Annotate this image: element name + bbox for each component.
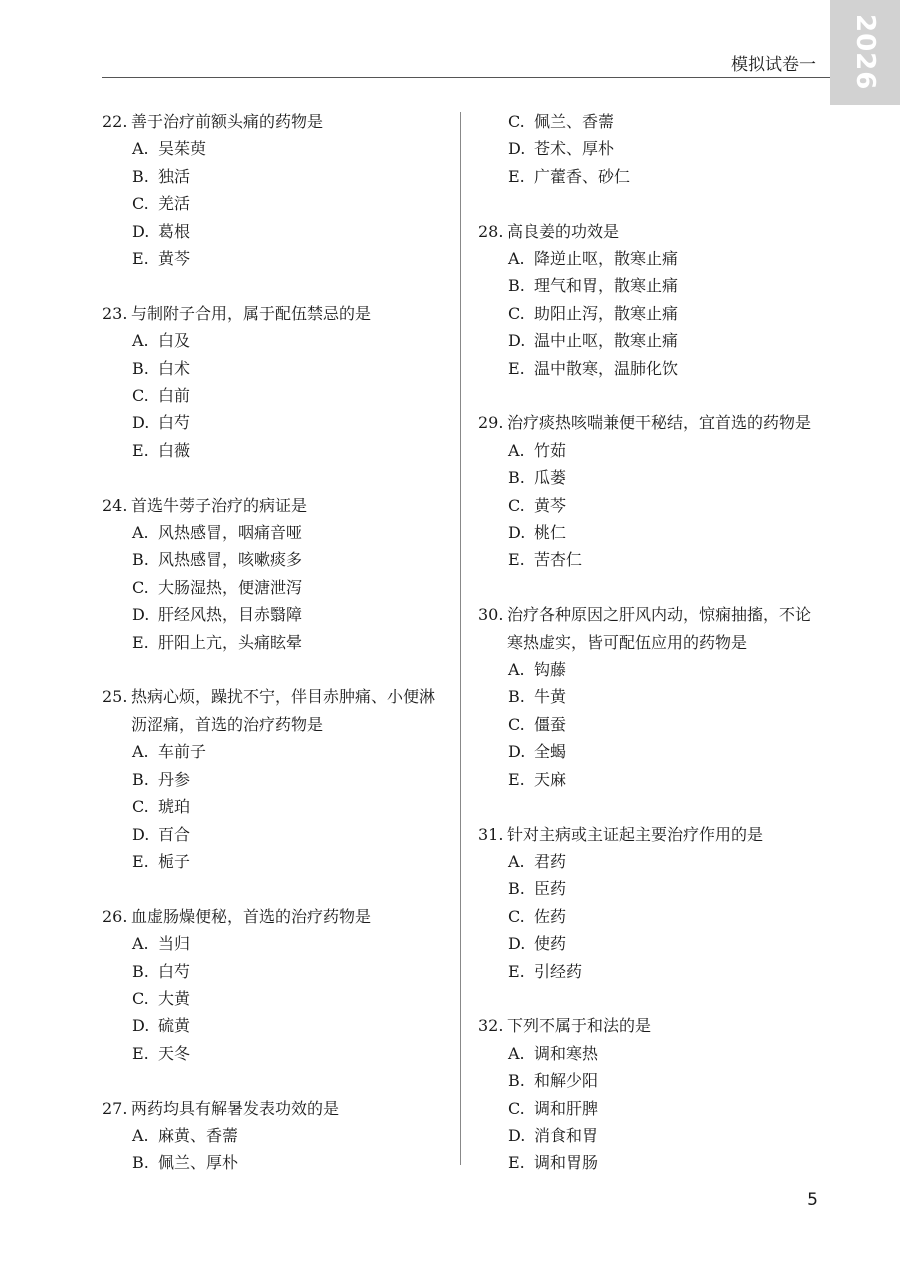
option-text: 大黄 xyxy=(158,988,191,1008)
question-block xyxy=(478,218,823,382)
option-text: 吴茱萸 xyxy=(158,139,207,159)
option-text: 桃仁 xyxy=(534,523,567,543)
option xyxy=(102,163,447,190)
option-text: 消食和胃 xyxy=(534,1125,599,1145)
question-text: 热病心烦，躁扰不宁，伴目赤肿痛、小便淋沥涩痛，首选的治疗药物是 xyxy=(131,687,436,734)
question-text: 高良姜的功效是 xyxy=(507,221,620,241)
option xyxy=(478,437,823,464)
option-letter: E. xyxy=(508,769,525,789)
option-text: 葛根 xyxy=(158,221,191,241)
question-number: 26. xyxy=(102,906,128,926)
option-letter: C. xyxy=(132,194,149,214)
option xyxy=(478,1067,823,1094)
option-letter: C. xyxy=(508,714,525,734)
option-text: 风热感冒，咳嗽痰多 xyxy=(158,550,303,570)
question-stem xyxy=(102,108,447,135)
question-number: 24. xyxy=(102,495,128,515)
option-text: 竹茹 xyxy=(534,440,567,460)
option-letter: B. xyxy=(132,961,149,981)
option xyxy=(478,656,823,683)
option xyxy=(478,958,823,985)
question-stem xyxy=(478,601,823,656)
option-letter: A. xyxy=(508,1043,525,1063)
option-letter: C. xyxy=(132,988,149,1008)
question-text: 善于治疗前额头痛的药物是 xyxy=(131,112,324,131)
option-text: 佐药 xyxy=(534,906,567,926)
question-stem xyxy=(478,821,823,848)
option-letter: A. xyxy=(508,851,525,871)
option-letter: B. xyxy=(132,769,149,789)
option-text: 风热感冒，咽痛音哑 xyxy=(158,523,303,543)
question-stem xyxy=(478,1012,823,1039)
option: D. 苍术、厚朴 xyxy=(508,139,615,159)
option-text: 温中止呕，散寒止痛 xyxy=(534,331,679,351)
option xyxy=(102,629,447,656)
question-stem xyxy=(478,409,823,436)
continued-options xyxy=(478,108,823,190)
option-letter: E. xyxy=(132,632,149,652)
question-text: 两药均具有解暑发表功效的是 xyxy=(131,1098,340,1118)
option xyxy=(478,848,823,875)
option xyxy=(478,272,823,299)
option-text: 白芍 xyxy=(158,413,191,433)
option-text: 琥珀 xyxy=(158,797,191,817)
question-text: 下列不属于和法的是 xyxy=(507,1016,652,1036)
question-block xyxy=(478,601,823,793)
option xyxy=(478,711,823,738)
option: E. 广藿香、砂仁 xyxy=(508,166,631,186)
option xyxy=(478,1095,823,1122)
option xyxy=(102,409,447,436)
question-text: 首选牛蒡子治疗的病证是 xyxy=(131,495,308,515)
question-block xyxy=(478,1012,823,1176)
option-letter: A. xyxy=(508,440,525,460)
option xyxy=(102,519,447,546)
option-letter: C. xyxy=(132,577,149,597)
question-block xyxy=(102,1095,447,1177)
right-column xyxy=(478,108,823,1204)
option-text: 白及 xyxy=(158,331,191,351)
option xyxy=(102,1149,447,1176)
option-letter: D. xyxy=(508,1125,526,1145)
option xyxy=(102,821,447,848)
option-text: 独活 xyxy=(158,166,191,186)
option-text: 佩兰、厚朴 xyxy=(158,1153,239,1173)
question-number: 27. xyxy=(102,1098,128,1118)
question-stem xyxy=(102,300,447,327)
option-text: 牛黄 xyxy=(534,687,567,707)
question-block xyxy=(102,300,447,464)
option-letter: D. xyxy=(508,934,526,954)
option-text: 白薇 xyxy=(158,440,191,460)
option xyxy=(478,930,823,957)
option-text: 百合 xyxy=(158,824,191,844)
option-text: 钩藤 xyxy=(534,660,567,680)
question-stem xyxy=(102,1095,447,1122)
option xyxy=(102,327,447,354)
option xyxy=(102,1122,447,1149)
option xyxy=(478,1149,823,1176)
option xyxy=(102,574,447,601)
right-column-questions xyxy=(478,218,823,1177)
option xyxy=(102,766,447,793)
option xyxy=(102,190,447,217)
option-text: 降逆止呕，散寒止痛 xyxy=(534,249,679,269)
option xyxy=(102,245,447,272)
option xyxy=(478,300,823,327)
question-block xyxy=(102,108,447,272)
option xyxy=(478,683,823,710)
option-letter: B. xyxy=(132,358,149,378)
option-text: 苦杏仁 xyxy=(534,550,583,570)
question-text: 针对主病或主证起主要治疗作用的是 xyxy=(507,824,764,844)
option-text: 肝经风热，目赤翳障 xyxy=(158,605,303,625)
option-letter: A. xyxy=(132,139,149,159)
question-block xyxy=(102,492,447,656)
question-number: 23. xyxy=(102,303,128,323)
option-text: 黄芩 xyxy=(534,495,567,515)
question-number: 31. xyxy=(478,824,504,844)
left-column xyxy=(102,108,447,1204)
option-letter: A. xyxy=(132,742,149,762)
option xyxy=(478,355,823,382)
question-text: 治疗痰热咳喘兼便干秘结，宜首选的药物是 xyxy=(507,413,812,433)
option-letter: A. xyxy=(132,1125,149,1145)
option xyxy=(102,135,447,162)
option-text: 车前子 xyxy=(158,742,207,762)
option xyxy=(102,355,447,382)
option-letter: E. xyxy=(508,358,525,378)
option-text: 当归 xyxy=(158,934,191,954)
option-text: 使药 xyxy=(534,934,567,954)
option-letter: A. xyxy=(132,331,149,351)
question-number: 28. xyxy=(478,221,504,241)
option xyxy=(102,601,447,628)
option xyxy=(478,766,823,793)
option-letter: C. xyxy=(508,1098,525,1118)
column-divider xyxy=(460,112,461,1165)
option-text: 栀子 xyxy=(158,851,191,871)
option xyxy=(478,738,823,765)
option xyxy=(102,848,447,875)
option xyxy=(102,382,447,409)
option-letter: B. xyxy=(508,1071,525,1091)
option-letter: A. xyxy=(132,523,149,543)
question-block xyxy=(478,821,823,985)
option xyxy=(478,327,823,354)
year-label: 2026 xyxy=(850,14,880,91)
option-letter: D. xyxy=(508,742,526,762)
option-letter: D. xyxy=(132,824,150,844)
option-text: 白术 xyxy=(158,358,191,378)
question-block xyxy=(102,903,447,1067)
option-text: 和解少阳 xyxy=(534,1071,599,1091)
option-letter: E. xyxy=(132,1043,149,1063)
option-text: 黄芩 xyxy=(158,249,191,269)
option xyxy=(478,245,823,272)
option-letter: A. xyxy=(508,249,525,269)
option-text: 助阳止泻，散寒止痛 xyxy=(534,303,679,323)
option-text: 引经药 xyxy=(534,961,583,981)
question-number: 32. xyxy=(478,1016,504,1036)
option-letter: B. xyxy=(508,879,525,899)
option-letter: E. xyxy=(508,550,525,570)
option xyxy=(102,1040,447,1067)
option xyxy=(102,793,447,820)
option xyxy=(478,903,823,930)
question-stem xyxy=(102,683,447,738)
option xyxy=(102,1012,447,1039)
option-text: 肝阳上亢，头痛眩晕 xyxy=(158,632,303,652)
option xyxy=(478,519,823,546)
option-text: 羌活 xyxy=(158,194,191,214)
option xyxy=(478,1040,823,1067)
option-text: 温中散寒，温肺化饮 xyxy=(534,358,679,378)
question-text: 与制附子合用，属于配伍禁忌的是 xyxy=(131,303,372,323)
question-block xyxy=(478,409,823,573)
question-stem xyxy=(102,492,447,519)
question-stem xyxy=(102,903,447,930)
question-text: 血虚肠燥便秘，首选的治疗药物是 xyxy=(131,906,372,926)
option-letter: D. xyxy=(132,413,150,433)
option-letter: D. xyxy=(508,523,526,543)
option-letter: B. xyxy=(132,166,149,186)
option-text: 大肠湿热，便溏泄泻 xyxy=(158,577,303,597)
option-letter: C. xyxy=(508,303,525,323)
option-letter: D. xyxy=(508,331,526,351)
option-letter: B. xyxy=(132,550,149,570)
option xyxy=(478,875,823,902)
option-letter: D. xyxy=(132,1016,150,1036)
option-text: 调和胃肠 xyxy=(534,1153,599,1173)
option-text: 君药 xyxy=(534,851,567,871)
question-number: 22. xyxy=(102,112,128,131)
option-letter: C. xyxy=(508,495,525,515)
question-block xyxy=(102,683,447,875)
question-stem xyxy=(478,218,823,245)
option-letter: D. xyxy=(132,221,150,241)
option-letter: D. xyxy=(132,605,150,625)
option: C. 佩兰、香薷 xyxy=(508,112,615,131)
question-text: 治疗各种原因之肝风内动，惊痫抽搐，不论寒热虚实，皆可配伍应用的药物是 xyxy=(507,605,812,652)
option-letter: A. xyxy=(508,660,525,680)
option-letter: E. xyxy=(508,961,525,981)
option-letter: E. xyxy=(132,851,149,871)
option-letter: C. xyxy=(132,797,149,817)
option xyxy=(478,464,823,491)
option-letter: E. xyxy=(132,440,149,460)
option-text: 全蝎 xyxy=(534,742,567,762)
option-letter: A. xyxy=(132,934,149,954)
option-text: 瓜蒌 xyxy=(534,468,567,488)
option-letter: B. xyxy=(508,687,525,707)
option-text: 臣药 xyxy=(534,879,567,899)
option-text: 硫黄 xyxy=(158,1016,191,1036)
option-text: 白芍 xyxy=(158,961,191,981)
question-number: 29. xyxy=(478,413,504,433)
option xyxy=(102,738,447,765)
option-letter: E. xyxy=(508,1153,525,1173)
option-text: 麻黄、香薷 xyxy=(158,1125,239,1145)
option-text: 调和寒热 xyxy=(534,1043,599,1063)
option xyxy=(102,958,447,985)
option xyxy=(102,218,447,245)
option-text: 天冬 xyxy=(158,1043,191,1063)
option-text: 丹参 xyxy=(158,769,191,789)
option-letter: E. xyxy=(132,249,149,269)
option-text: 理气和胃，散寒止痛 xyxy=(534,276,679,296)
option xyxy=(102,985,447,1012)
option xyxy=(102,437,447,464)
option xyxy=(478,546,823,573)
option-text: 僵蚕 xyxy=(534,714,567,734)
option xyxy=(478,492,823,519)
option-text: 天麻 xyxy=(534,769,567,789)
header-divider xyxy=(102,77,830,78)
option xyxy=(478,1122,823,1149)
page-title: 模拟试卷一 xyxy=(731,55,816,75)
option xyxy=(102,546,447,573)
option xyxy=(102,930,447,957)
option-letter: C. xyxy=(132,386,149,406)
page-number: 5 xyxy=(807,1190,818,1210)
option-letter: B. xyxy=(508,468,525,488)
option-letter: B. xyxy=(508,276,525,296)
option-text: 调和肝脾 xyxy=(534,1098,599,1118)
option-letter: C. xyxy=(508,906,525,926)
option-letter: B. xyxy=(132,1153,149,1173)
option-text: 白前 xyxy=(158,386,191,406)
question-number: 25. xyxy=(102,687,128,707)
question-number: 30. xyxy=(478,605,504,625)
